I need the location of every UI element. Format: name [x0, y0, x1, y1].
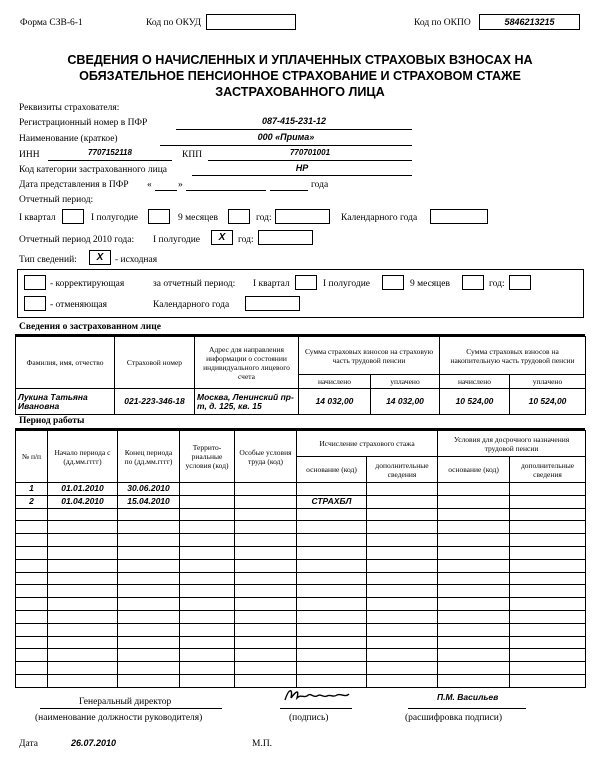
work-cell-num[interactable]: [16, 546, 48, 559]
work-cell-stazh-add[interactable]: [367, 649, 438, 662]
work-cell-stazh-add[interactable]: [367, 508, 438, 521]
work-cell-stazh-basis[interactable]: [297, 636, 367, 649]
work-cell-stazh-add[interactable]: [367, 662, 438, 675]
work-row: [16, 598, 586, 611]
corrective-checkbox[interactable]: [24, 275, 46, 290]
work-cell-start[interactable]: [48, 559, 118, 572]
year-field[interactable]: [275, 209, 330, 224]
work-cell-end[interactable]: [118, 521, 180, 534]
date-month-field[interactable]: [186, 190, 266, 191]
category-value[interactable]: НР: [295, 163, 309, 173]
work-cell-start[interactable]: [48, 610, 118, 623]
col-funded-header: Сумма страховых взносов на накопительную часть трудовой пенсии: [440, 337, 586, 375]
work-cell-early-add[interactable]: [510, 534, 586, 547]
work-cell-territory[interactable]: [180, 623, 235, 636]
work-cell-end[interactable]: 30.06.2010: [118, 483, 180, 496]
work-cell-stazh-basis[interactable]: [297, 649, 367, 662]
work-cell-start[interactable]: [48, 674, 118, 687]
work-cell-early-add[interactable]: [510, 636, 586, 649]
work-row: [16, 636, 586, 649]
work-cell-num[interactable]: [16, 534, 48, 547]
work-cell-territory[interactable]: [180, 534, 235, 547]
work-cell-special[interactable]: [235, 585, 297, 598]
corrective-m9-checkbox[interactable]: [462, 275, 484, 290]
work-cell-early-basis[interactable]: [438, 585, 510, 598]
work-cell-territory[interactable]: [180, 495, 235, 508]
date-submit-label: Дата представления в ПФР: [19, 180, 129, 190]
work-cell-early-basis[interactable]: [438, 662, 510, 675]
work-cell-stazh-basis[interactable]: [297, 572, 367, 585]
calendar-year-field[interactable]: [430, 209, 488, 224]
name-label: Наименование (краткое): [19, 134, 118, 144]
form-label: Форма СЗВ-6-1: [20, 18, 83, 28]
work-cell-end[interactable]: [118, 662, 180, 675]
work-cell-stazh-basis[interactable]: [297, 598, 367, 611]
corrective-year-field[interactable]: [509, 275, 531, 290]
work-cell-early-add[interactable]: [510, 508, 586, 521]
work-cell-num[interactable]: 2: [16, 495, 48, 508]
work-cell-num[interactable]: [16, 674, 48, 687]
work-cell-end[interactable]: 15.04.2010: [118, 495, 180, 508]
work-cell-special[interactable]: [235, 649, 297, 662]
work-cell-early-basis[interactable]: [438, 598, 510, 611]
signature-image: [283, 684, 353, 708]
m9-checkbox[interactable]: [228, 209, 250, 224]
corrective-h1-checkbox[interactable]: [382, 275, 404, 290]
inn-value[interactable]: 7707152118: [88, 148, 132, 157]
work-cell-end[interactable]: [118, 546, 180, 559]
work-cell-end[interactable]: [118, 649, 180, 662]
work-row: [16, 534, 586, 547]
period-label: Отчетный период:: [19, 195, 94, 205]
work-cell-early-add[interactable]: [510, 559, 586, 572]
work-cell-end[interactable]: [118, 572, 180, 585]
work-cell-end[interactable]: [118, 610, 180, 623]
work-cell-early-add[interactable]: [510, 495, 586, 508]
insurer-section-label: Реквизиты страхователя:: [19, 103, 120, 113]
work-cell-early-add[interactable]: [510, 610, 586, 623]
work-cell-start[interactable]: [48, 585, 118, 598]
work-cell-stazh-basis[interactable]: [297, 483, 367, 496]
work-cell-special[interactable]: [235, 521, 297, 534]
inn-label: ИНН: [19, 150, 40, 160]
work-cell-special[interactable]: [235, 610, 297, 623]
work-cell-stazh-add[interactable]: [367, 598, 438, 611]
work-cell-end[interactable]: [118, 534, 180, 547]
work-row: [16, 521, 586, 534]
work-cell-stazh-basis[interactable]: [297, 546, 367, 559]
insured-address[interactable]: Москва, Ленинский пр-т, д. 125, кв. 15: [195, 389, 299, 415]
work-cell-stazh-basis[interactable]: [297, 508, 367, 521]
col-stazh-header: Исчисление страхового стажа: [297, 431, 438, 457]
work-cell-territory[interactable]: [180, 610, 235, 623]
fund-accrued[interactable]: 10 524,00: [440, 389, 510, 415]
okpo-field[interactable]: 5846213215: [479, 14, 580, 30]
work-cell-special[interactable]: [235, 546, 297, 559]
work-cell-stazh-add[interactable]: [367, 610, 438, 623]
work-cell-early-basis[interactable]: [438, 483, 510, 496]
fund-paid[interactable]: 10 524,00: [510, 389, 586, 415]
work-row: [16, 546, 586, 559]
work-cell-territory[interactable]: [180, 483, 235, 496]
pfr-reg-value[interactable]: 087-415-231-12: [261, 116, 327, 126]
date-day-field[interactable]: [155, 190, 177, 191]
work-cell-early-add[interactable]: [510, 674, 586, 687]
work-cell-early-add[interactable]: [510, 598, 586, 611]
insured-table: Фамилия, имя, отчество Страховой номер Адрес для направления информации о состоянии индивидуального лицевого счета Сумма страховых взносов на страховую часть трудовой пенсии Сумма страховых взносов на накопительную часть трудовой пенсии начислено уплачено начислено уплачено Лукина Татьяна Ивановна 021-223-346-18 Москва, Ленинский пр-т, д. 125, кв. 15 14 032,00 14 032,00 10 524,00 10 524,00: [15, 336, 586, 415]
stamp-label: М.П.: [252, 739, 273, 749]
work-cell-stazh-basis[interactable]: [297, 559, 367, 572]
work-cell-territory[interactable]: [180, 585, 235, 598]
ins-paid[interactable]: 14 032,00: [371, 389, 440, 415]
work-cell-early-basis[interactable]: [438, 636, 510, 649]
work-row: [16, 559, 586, 572]
work-cell-special[interactable]: [235, 508, 297, 521]
col-early-header: Условия для досрочного назначения трудовой пенсии: [438, 431, 586, 457]
work-cell-stazh-basis[interactable]: [297, 623, 367, 636]
work-cell-territory[interactable]: [180, 508, 235, 521]
work-cell-stazh-basis[interactable]: [297, 534, 367, 547]
work-cell-num[interactable]: [16, 636, 48, 649]
okpo-label: Код по ОКПО: [414, 18, 471, 28]
cancel-checkbox[interactable]: [24, 296, 46, 311]
decoding-value: П.М. Васильев: [437, 692, 499, 702]
work-cell-stazh-basis[interactable]: СТРАХБЛ: [297, 495, 367, 508]
work-cell-territory[interactable]: [180, 598, 235, 611]
work-row: [16, 649, 586, 662]
title-line-2: ОБЯЗАТЕЛЬНОЕ ПЕНСИОННОЕ СТРАХОВАНИЕ И СТРАХОВОМ СТАЖЕ: [79, 69, 521, 83]
work-cell-stazh-add[interactable]: [367, 495, 438, 508]
work-cell-num[interactable]: [16, 559, 48, 572]
work-cell-early-add[interactable]: [510, 649, 586, 662]
kpp-label: КПП: [182, 150, 203, 160]
work-row: [16, 610, 586, 623]
work-cell-special[interactable]: [235, 636, 297, 649]
work-cell-early-add[interactable]: [510, 483, 586, 496]
work-row: [16, 662, 586, 675]
category-label: Код категории застрахованного лица: [19, 165, 168, 175]
work-cell-end[interactable]: [118, 674, 180, 687]
work-cell-start[interactable]: [48, 662, 118, 675]
work-cell-special[interactable]: [235, 483, 297, 496]
form-page: Форма СЗВ-6-1 Код по ОКУД Код по ОКПО 5846213215 СВЕДЕНИЯ О НАЧИСЛЕННЫХ И УПЛАЧЕННЫХ СТРАХОВЫХ ВЗНОСАХ НА ОБЯЗАТЕЛЬНОЕ ПЕНСИОННОЕ СТРАХОВАНИЕ И СТРАХОВОМ СТАЖЕ ЗАСТРАХОВАННОГО ЛИЦА Реквизиты страхователя: Регистрационный номер в ПФР 087-415-231-12 Наименование (краткое) 000 «Прима» ИНН 7707152118 КПП 770701001 Код категории застрахованного лица НР Дата представления в ПФР « » года Отчетный период: I квартал I полугодие 9 месяцев год: Календарного года Отчетный период 2010 года: I полугодие X год: Тип сведений: X - исходная - корректирующая за отчетный период: I квартал I полугодие 9 месяцев год: - отменяющая Календарного года Сведения о застрахованном лице Фамилия, имя, отчество Страховой номер Адрес для направления информации о состоянии индивидуального лицевого счета Сумма страховых взносов на страховую часть трудовой пенсии Сумма страховых взносов на накопительную часть трудовой пенсии начислено уплачено начислено уплачено Лукина Татьяна Ивановна 021-223-346-18 Москва, Ленинский пр-т, д. 125, кв. 15 14 032,00 14 032,00 10 524,00 10 524,00 Период работы № п/п Начало периода с (дд.мм.гггг) Конец периода по (дд.мм.гггг) Террито- риальные условия (код) Особые условия труда (код) Исчисление страхового стажа Условия для досрочного назначения трудовой пенсии основание (код) дополнительные сведения основание (код) дополнительные сведения 1 01.01.2010 30.06.2010 2 01.04.2010 15.04.2010 СТРАХБЛ Генеральный директор (наименование должности руководителя) (подпись) П.М. Васильев (расшифровка подписи) Дата 26.07.2010 М.П.: [0, 0, 600, 764]
work-cell-territory[interactable]: [180, 546, 235, 559]
col-num-header: № п/п: [16, 431, 48, 483]
work-cell-end[interactable]: [118, 585, 180, 598]
work-cell-early-basis[interactable]: [438, 534, 510, 547]
work-cell-stazh-basis[interactable]: [297, 662, 367, 675]
period-2010-year-field[interactable]: [258, 230, 313, 245]
pfr-reg-label: Регистрационный номер в ПФР: [19, 118, 148, 128]
work-cell-num[interactable]: [16, 521, 48, 534]
work-cell-end[interactable]: [118, 636, 180, 649]
title-line-1: СВЕДЕНИЯ О НАЧИСЛЕННЫХ И УПЛАЧЕННЫХ СТРАХОВЫХ ВЗНОСАХ НА: [67, 53, 533, 67]
work-cell-num[interactable]: [16, 572, 48, 585]
position-value: Генеральный директор: [79, 697, 172, 707]
work-cell-start[interactable]: [48, 546, 118, 559]
work-cell-start[interactable]: [48, 598, 118, 611]
work-row: [16, 585, 586, 598]
work-periods-table: № п/п Начало периода с (дд.мм.гггг) Конец периода по (дд.мм.гггг) Террито- риальные условия (код) Особые условия труда (код) Исчисление страхового стажа Условия для досрочного назначения трудовой пенсии основание (код) дополнительные сведения основание (код) дополнительные сведения 1 01.01.2010 30.06.2010 2 01.04.2010 15.04.2010 СТРАХБЛ: [15, 430, 586, 688]
work-cell-territory[interactable]: [180, 674, 235, 687]
work-cell-end[interactable]: [118, 559, 180, 572]
col-end-header: Конец периода по (дд.мм.гггг): [118, 431, 180, 483]
work-cell-stazh-basis[interactable]: [297, 585, 367, 598]
work-cell-start[interactable]: [48, 508, 118, 521]
work-cell-early-add[interactable]: [510, 623, 586, 636]
work-cell-stazh-add[interactable]: [367, 572, 438, 585]
work-cell-special[interactable]: [235, 572, 297, 585]
work-cell-stazh-add[interactable]: [367, 674, 438, 687]
work-cell-stazh-add[interactable]: [367, 585, 438, 598]
period-2010-h1-checkbox[interactable]: X: [211, 230, 233, 245]
work-cell-early-basis[interactable]: [438, 559, 510, 572]
col-territory-header: Террито- риальные условия (код): [180, 431, 235, 483]
work-cell-early-add[interactable]: [510, 521, 586, 534]
work-cell-end[interactable]: [118, 598, 180, 611]
work-cell-special[interactable]: [235, 598, 297, 611]
work-cell-early-add[interactable]: [510, 546, 586, 559]
col-special-header: Особые условия труда (код): [235, 431, 297, 483]
work-cell-num[interactable]: [16, 610, 48, 623]
work-cell-territory[interactable]: [180, 636, 235, 649]
work-cell-early-basis[interactable]: [438, 623, 510, 636]
work-cell-stazh-add[interactable]: [367, 534, 438, 547]
insured-fio[interactable]: Лукина Татьяна Ивановна: [16, 389, 115, 415]
work-cell-early-basis[interactable]: [438, 508, 510, 521]
work-cell-num[interactable]: [16, 623, 48, 636]
ins-accrued[interactable]: 14 032,00: [299, 389, 371, 415]
work-cell-start[interactable]: 01.04.2010: [48, 495, 118, 508]
work-cell-early-add[interactable]: [510, 572, 586, 585]
work-cell-num[interactable]: [16, 508, 48, 521]
work-cell-start[interactable]: [48, 521, 118, 534]
work-row: [16, 572, 586, 585]
work-cell-stazh-basis[interactable]: [297, 521, 367, 534]
title-line-3: ЗАСТРАХОВАННОГО ЛИЦА: [215, 85, 385, 99]
work-cell-early-basis[interactable]: [438, 521, 510, 534]
work-cell-early-add[interactable]: [510, 662, 586, 675]
form-title: [40, 52, 560, 100]
work-cell-special[interactable]: [235, 623, 297, 636]
work-cell-stazh-add[interactable]: [367, 546, 438, 559]
name-value[interactable]: 000 «Прима»: [257, 132, 315, 142]
work-section-title: Период работы: [19, 416, 85, 426]
work-cell-num[interactable]: [16, 662, 48, 675]
work-cell-early-basis[interactable]: [438, 674, 510, 687]
cancel-year-field[interactable]: [245, 296, 300, 311]
work-cell-early-basis[interactable]: [438, 572, 510, 585]
col-snils-header: Страховой номер: [115, 337, 195, 389]
h1-checkbox[interactable]: [148, 209, 170, 224]
work-cell-early-basis[interactable]: [438, 495, 510, 508]
col-start-header: Начало периода с (дд.мм.гггг): [48, 431, 118, 483]
work-cell-end[interactable]: [118, 623, 180, 636]
corrective-q1-checkbox[interactable]: [295, 275, 317, 290]
work-cell-start[interactable]: [48, 636, 118, 649]
work-cell-territory[interactable]: [180, 559, 235, 572]
work-cell-stazh-add[interactable]: [367, 483, 438, 496]
work-row: [16, 623, 586, 636]
work-cell-territory[interactable]: [180, 649, 235, 662]
work-cell-special[interactable]: [235, 662, 297, 675]
initial-checkbox[interactable]: X: [89, 250, 111, 265]
work-cell-start[interactable]: 01.01.2010: [48, 483, 118, 496]
decoding-caption: (расшифровка подписи): [405, 713, 502, 723]
col-address-header: Адрес для направления информации о состоянии индивидуального лицевого счета: [195, 337, 299, 389]
insured-snils[interactable]: 021-223-346-18: [115, 389, 195, 415]
work-cell-stazh-add[interactable]: [367, 521, 438, 534]
work-cell-territory[interactable]: [180, 521, 235, 534]
work-cell-num[interactable]: 1: [16, 483, 48, 496]
work-row: [16, 495, 586, 508]
work-cell-early-add[interactable]: [510, 585, 586, 598]
col-insurance-header: Сумма страховых взносов на страховую часть трудовой пенсии: [299, 337, 440, 375]
work-cell-num[interactable]: [16, 585, 48, 598]
work-cell-end[interactable]: [118, 508, 180, 521]
work-cell-early-basis[interactable]: [438, 610, 510, 623]
okud-field[interactable]: [206, 14, 296, 30]
date-label: Дата: [19, 739, 38, 749]
col-fio-header: Фамилия, имя, отчество: [16, 337, 115, 389]
work-cell-early-basis[interactable]: [438, 546, 510, 559]
work-cell-territory[interactable]: [180, 662, 235, 675]
work-cell-start[interactable]: [48, 623, 118, 636]
work-cell-territory[interactable]: [180, 572, 235, 585]
work-cell-stazh-basis[interactable]: [297, 610, 367, 623]
date-year-field[interactable]: [270, 190, 308, 191]
work-row: [16, 508, 586, 521]
signature-caption: (подпись): [289, 713, 329, 723]
work-periods-body: [16, 483, 586, 688]
q1-checkbox[interactable]: [62, 209, 84, 224]
insured-section-title: Сведения о застрахованном лице: [19, 322, 161, 332]
work-cell-stazh-add[interactable]: [367, 636, 438, 649]
work-cell-special[interactable]: [235, 495, 297, 508]
work-cell-special[interactable]: [235, 559, 297, 572]
work-cell-stazh-add[interactable]: [367, 623, 438, 636]
period-2010-label: Отчетный период 2010 года:: [19, 235, 135, 245]
work-cell-stazh-add[interactable]: [367, 559, 438, 572]
kpp-value[interactable]: 770701001: [289, 148, 331, 157]
work-cell-start[interactable]: [48, 534, 118, 547]
work-cell-num[interactable]: [16, 649, 48, 662]
work-row: [16, 483, 586, 496]
work-cell-special[interactable]: [235, 534, 297, 547]
work-cell-early-basis[interactable]: [438, 649, 510, 662]
position-caption: (наименование должности руководителя): [35, 713, 203, 723]
info-type-label: Тип сведений:: [19, 255, 77, 265]
work-cell-start[interactable]: [48, 572, 118, 585]
work-cell-start[interactable]: [48, 649, 118, 662]
work-cell-num[interactable]: [16, 598, 48, 611]
date-value: 26.07.2010: [71, 738, 117, 748]
okud-label: Код по ОКУД: [146, 18, 202, 28]
